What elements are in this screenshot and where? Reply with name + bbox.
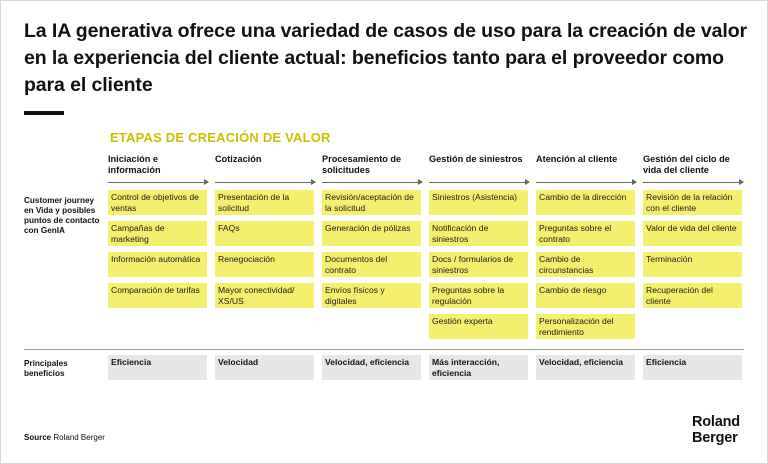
touchpoint-cell: Gestión experta [429,314,528,339]
column-arrow [108,182,208,183]
touchpoint-cell: Cambio de circunstancias [536,252,635,277]
stages-heading: ETAPAS DE CREACIÓN DE VALOR [110,130,331,145]
benefit-cell: Velocidad, eficiencia [536,355,635,380]
column-arrow [322,182,422,183]
benefit-cell: Velocidad [215,355,314,380]
touchpoint-cell: Personalización del rendimiento [536,314,635,339]
row-label-benefits: Principales beneficios [24,359,68,378]
touchpoint-cell: Información automática [108,252,207,277]
source-label: Source [24,433,52,442]
touchpoint-cell: Revisión de la relación con el cliente [643,190,742,215]
touchpoint-cell: Revisión/aceptación de la solicitud [322,190,421,215]
benefit-cell: Velocidad, eficiencia [322,355,421,380]
logo-line-2: Berger [692,430,738,446]
separator-line [24,349,744,350]
column-header: Gestión de siniestros [429,154,523,164]
column-header: Atención al cliente [536,154,618,164]
touchpoint-cell: Renegociación [215,252,314,277]
column-header: Iniciación e información [108,154,161,175]
touchpoint-cell: Siniestros (Asistencia) [429,190,528,215]
touchpoint-cell: Presentación de la solicitud [215,190,314,215]
touchpoint-cell: Campañas de marketing [108,221,207,246]
touchpoint-cell: Docs / formularios de siniestros [429,252,528,277]
column-header: Procesamiento de solicitudes [322,154,402,175]
title-underline [24,111,64,115]
column-header: Gestión del ciclo de vida del cliente [643,154,730,175]
benefit-cell: Eficiencia [643,355,742,380]
touchpoint-cell: Terminación [643,252,742,277]
touchpoint-cell: FAQs [215,221,314,246]
touchpoint-cell: Control de objetivos de ventas [108,190,207,215]
benefit-cell: Más interacción, eficiencia [429,355,528,380]
touchpoint-cell: Recuperación del cliente [643,283,742,308]
source-value: Roland Berger [53,433,105,442]
benefit-cell: Eficiencia [108,355,207,380]
touchpoint-cell: Envíos físicos y digitales [322,283,421,308]
logo-line-1: Roland [692,414,740,430]
touchpoint-cell: Preguntas sobre el contrato [536,221,635,246]
touchpoint-cell: Preguntas sobre la regulación [429,283,528,308]
page-title: La IA generativa ofrece una variedad de casos de uso para la creación de valor en la experiencia del cliente actual: beneficios tanto para el proveedor como para el cliente [24,20,748,96]
touchpoint-cell: Mayor conectividad/ XS/US [215,283,314,308]
touchpoint-cell: Valor de vida del cliente [643,221,742,246]
column-header: Cotización [215,154,262,164]
column-arrow [215,182,315,183]
touchpoint-cell: Cambio de riesgo [536,283,635,308]
row-label-journey: Customer journey en Vida y posibles puntos de contacto con GenIA [24,196,100,235]
column-arrow [643,182,743,183]
touchpoint-cell: Comparación de tarifas [108,283,207,308]
touchpoint-cell: Notificación de siniestros [429,221,528,246]
touchpoint-cell: Cambio de la dirección [536,190,635,215]
touchpoint-cell: Documentos del contrato [322,252,421,277]
roland-berger-logo [692,414,740,446]
column-arrow [429,182,529,183]
touchpoint-cell: Generación de pólizas [322,221,421,246]
source-note [24,433,105,442]
column-arrow [536,182,636,183]
